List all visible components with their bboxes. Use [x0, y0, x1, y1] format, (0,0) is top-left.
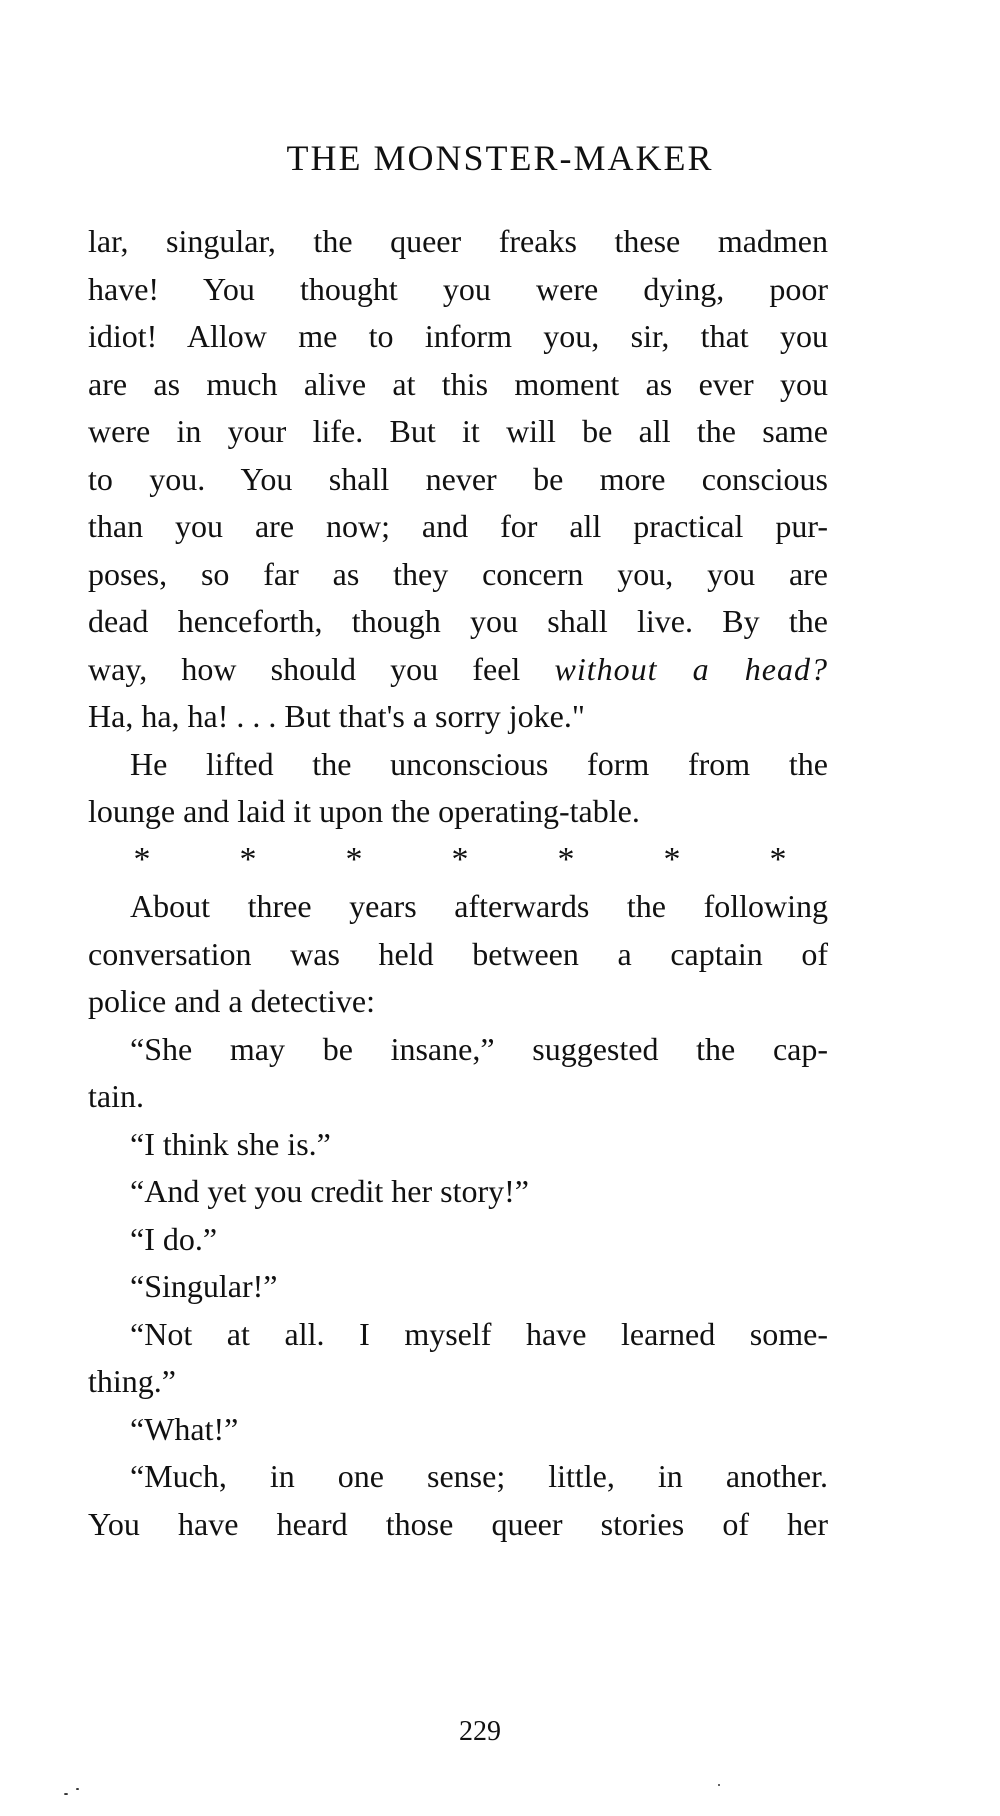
text-line: were in your life. But it will be all the same: [88, 413, 828, 449]
dialogue-line: “And yet you credit her story!”: [130, 1173, 529, 1209]
asterism: *: [663, 840, 681, 878]
dialogue-line: “What!”: [130, 1410, 239, 1447]
text-line: poses, so far as they concern you, you are: [88, 555, 828, 592]
text-line: than you are now; and for all practical pur-: [88, 508, 828, 544]
running-head: THE MONSTER-MAKER: [286, 138, 714, 178]
text-line: Ha, ha, ha! . . . But that's a sorry joke.": [88, 698, 585, 734]
text-line: thing.”: [88, 1363, 176, 1399]
paragraph-first-line: “Much, in one sense; little, in another.: [130, 1458, 828, 1494]
text-line: You have heard those queer stories of her: [88, 1505, 828, 1542]
paragraph-first-line: “Not at all. I myself have learned some-: [130, 1315, 828, 1352]
paragraph-first-line: About three years afterwards the following: [130, 888, 828, 924]
text-line: to you. You shall never be more conscious: [88, 460, 828, 497]
paragraph-first-line: He lifted the unconscious form from the: [130, 745, 828, 782]
dialogue-line: “Singular!”: [130, 1268, 278, 1304]
text-line: idiot! Allow me to inform you, sir, that you: [88, 318, 828, 354]
text-line-with-italic: [88, 646, 828, 694]
asterism: *: [133, 840, 151, 878]
page-number: 229: [459, 1716, 501, 1747]
text-line: lar, singular, the queer freaks these madmen: [88, 223, 828, 259]
section-break-asterisms: [88, 836, 828, 884]
asterism: *: [557, 840, 575, 878]
body-text: [88, 218, 828, 1548]
scan-speck: [64, 1793, 68, 1795]
asterism: *: [769, 840, 787, 878]
text-line: dead henceforth, though you shall live. By the: [88, 603, 828, 639]
text-line: lounge and laid it upon the operating-table.: [88, 793, 640, 829]
text-fragment: way, how should you feel: [88, 650, 555, 687]
asterism: *: [451, 840, 469, 878]
scan-speck: [76, 1788, 79, 1790]
paragraph-first-line: “She may be insane,” suggested the cap-: [130, 1030, 828, 1067]
asterism: *: [345, 840, 363, 878]
asterism: *: [239, 840, 257, 878]
italic-phrase: without a head?: [554, 650, 829, 687]
dialogue-line: “I do.”: [130, 1220, 218, 1257]
scan-speck: [718, 1784, 720, 1786]
text-line: tain.: [88, 1078, 144, 1114]
text-line: are as much alive at this moment as ever you: [88, 365, 828, 402]
text-line: conversation was held between a captain of: [88, 935, 828, 972]
text-line: have! You thought you were dying, poor: [88, 270, 828, 307]
text-line: police and a detective:: [88, 983, 375, 1019]
dialogue-line: “I think she is.”: [130, 1125, 331, 1162]
